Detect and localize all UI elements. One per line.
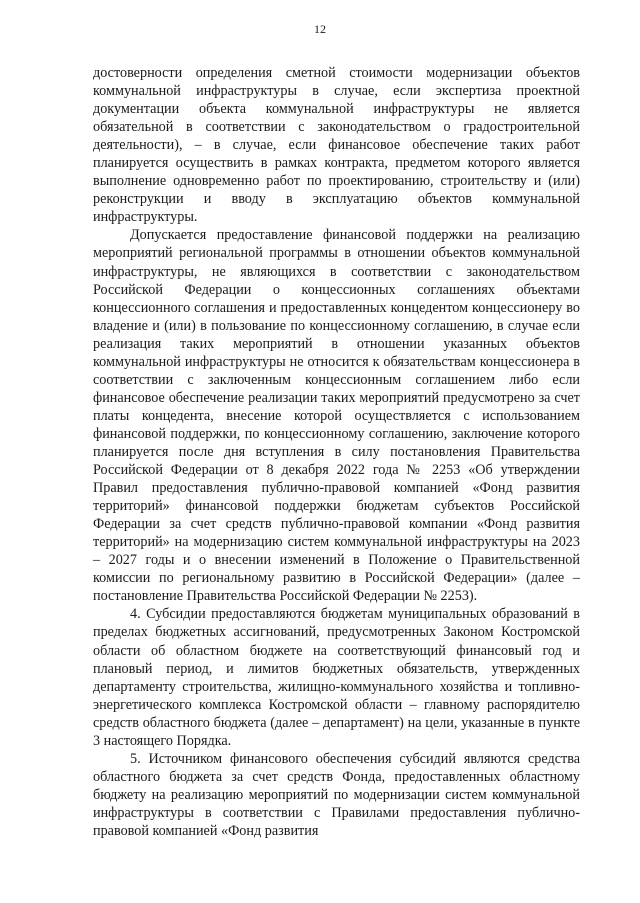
paragraph-financial-support: Допускается предоставление финансовой поддержки на реализацию мероприятий региональной программы в отношении объектов коммунальной инфраструктуры, не являющихся в соответствии с законодательством Российской Федерации о концессионных соглашениях объектами концессионного соглашения и предоставленных концедентом концессионеру во владение и (или) в пользование по концессионному соглашению, в случае если реализация таких мероприятий в отношении указанных объектов коммунальной инфраструктуры не относится к обязательствам концессионера в соответствии с заключенным концессионным соглашением либо если финансовое обеспечение реализации таких мероприятий предусмотрено за счет платы концедента, внесение которой осуществляется с использованием финансовой поддержки, по концессионному соглашению, заключение которого планируется после дня вступления в силу постановления Правительства Российской Федерации от 8 декабря 2022 года № 2253 «Об утверждении Правил предоставления публично-правовой компанией «Фонд развития территорий» финансовой поддержки бюджетам субъектов Российской Федерации за счет средств публично-правовой компании «Фонд развития территорий» на модернизацию систем коммунальной инфраструктуры на 2023 – 2027 годы и о внесении изменений в Положение о Правительственной комиссии по региональному развитию в Российской Федерации» (далее – постановление Правительства Российской Федерации № 2253). (93, 227, 580, 605)
paragraph-item-4: 4. Субсидии предоставляются бюджетам муниципальных образований в пределах бюджетных ассигнований, предусмотренных Законом Костромской области об областном бюджете на соответствующий финансовый год и плановый период, и лимитов бюджетных обязательств, утвержденных департаменту строительства, жилищно-коммунального хозяйства и топливно-энергетического комплекса Костромской области – главному распорядителю средств областного бюджета (далее – департамент) на цели, указанные в пункте 3 настоящего Порядка. (93, 606, 580, 749)
document-body (93, 64, 580, 840)
page-number: 12 (314, 22, 326, 36)
paragraph-item-5: 5. Источником финансового обеспечения субсидий являются средства областного бюджета за счет средств Фонда, предоставленных областному бюджету на реализацию мероприятий по модернизации систем коммунальной инфраструктуры в соответствии с Правилами предоставления публично-правовой компанией «Фонд развития (93, 750, 580, 839)
paragraph-continuation: достоверности определения сметной стоимости модернизации объектов коммунальной инфраструктуры в случае, если экспертиза проектной документации объекта коммунальной инфраструктуры не является обязательной в соответствии с законодательством о градостроительной деятельности), – в случае, если финансовое обеспечение таких работ планируется осуществить в рамках контракта, предметом которого является выполнение одновременно работ по проектированию, строительству и (или) реконструкции и вводу в эксплуатацию объектов коммунальной инфраструктуры. (93, 65, 580, 226)
